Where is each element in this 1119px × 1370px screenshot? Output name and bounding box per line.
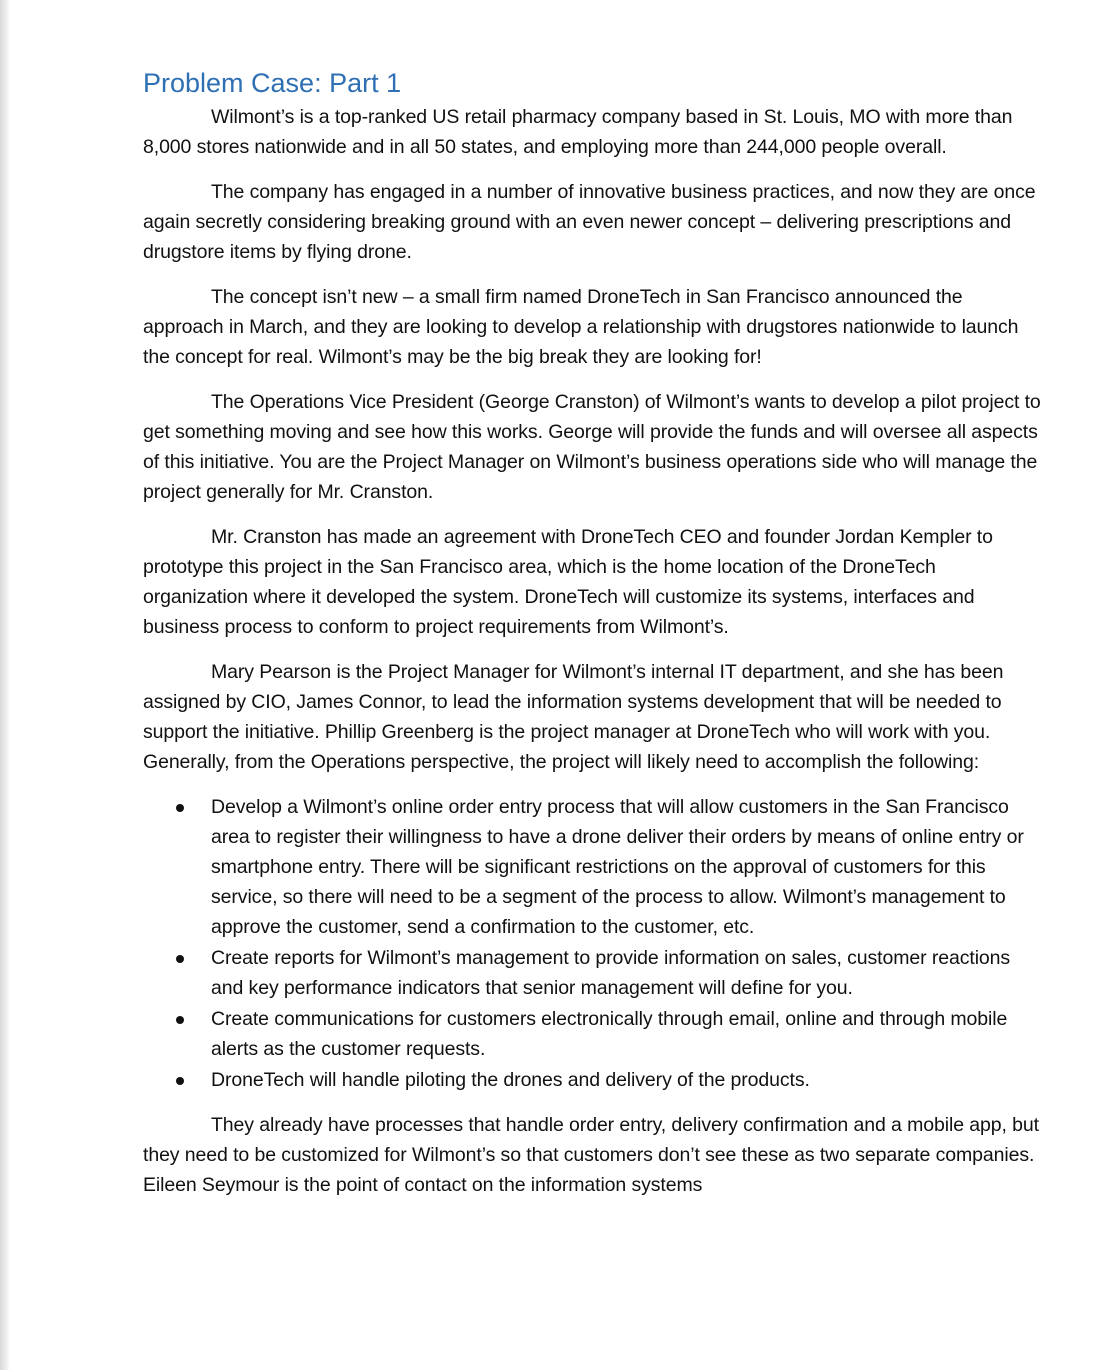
paragraph-operations-vp: The Operations Vice President (George Cranston) of Wilmont’s wants to develop a pilot project to get something moving and see how this works. George will provide the funds and will oversee all aspects of this initiative. You are the Project Manager on Wilmont’s business operations side who will manage the project generally for Mr. Cranston. xyxy=(143,391,1041,503)
paragraph-project-managers: Mary Pearson is the Project Manager for Wilmont’s internal IT department, and she has been assigned by CIO, James Connor, to lead the information systems development that will be needed to support the initiative. Phillip Greenberg is the project manager at DroneTech who will work with you. Generally, from the Operations perspective, the project will likely need to accomplish the following: xyxy=(143,661,1004,773)
bullet-icon xyxy=(176,955,184,963)
list-item-text: Create communications for customers electronically through email, online and through mobile alerts as the customer requests. xyxy=(211,1008,1008,1060)
list-item xyxy=(143,1065,1043,1095)
list-item-text: Create reports for Wilmont’s management to provide information on sales, customer reactions and key performance indicators that senior management will define for you. xyxy=(211,947,1011,999)
bullet-icon xyxy=(176,804,184,812)
paragraph-existing-processes: They already have processes that handle order entry, delivery confirmation and a mobile app, but they need to be customized for Wilmont’s so that customers don’t see these as two separate companies. Eileen Seymour is the point of contact on the information systems xyxy=(143,1114,1039,1196)
requirements-list xyxy=(143,792,1043,1095)
paragraph-innovation: The company has engaged in a number of innovative business practices, and now they are once again secretly considering breaking ground with an even newer concept – delivering prescriptions and drugstore items by flying drone. xyxy=(143,181,1036,263)
document-title: Problem Case: Part 1 xyxy=(143,68,402,98)
list-item xyxy=(143,1004,1043,1064)
bullet-icon xyxy=(176,1016,184,1024)
paragraph-agreement: Mr. Cranston has made an agreement with DroneTech CEO and founder Jordan Kempler to prototype this project in the San Francisco area, which is the home location of the DroneTech organization where it developed the system. DroneTech will customize its systems, interfaces and business process to conform to project requirements from Wilmont’s. xyxy=(143,526,993,638)
paragraph-company-intro: Wilmont’s is a top-ranked US retail pharmacy company based in St. Louis, MO with more than 8,000 stores nationwide and in all 50 states, and employing more than 244,000 people overall. xyxy=(143,106,1013,158)
bullet-icon xyxy=(176,1077,184,1085)
page-edge-shadow xyxy=(0,0,10,1370)
list-item-text: Develop a Wilmont’s online order entry process that will allow customers in the San Francisco area to register their willingness to have a drone deliver their orders by means of online entry or smartphone entry. There will be significant restrictions on the approval of customers for this service, so there will need to be a segment of the process to allow. Wilmont’s management to approve the customer, send a confirmation to the customer, etc. xyxy=(211,796,1024,938)
list-item-text: DroneTech will handle piloting the drones and delivery of the products. xyxy=(211,1069,810,1091)
document-page xyxy=(143,64,1043,1215)
paragraph-dronetech-concept: The concept isn’t new – a small firm named DroneTech in San Francisco announced the approach in March, and they are looking to develop a relationship with drugstores nationwide to launch the concept for real. Wilmont’s may be the big break they are looking for! xyxy=(143,286,1019,368)
list-item xyxy=(143,943,1043,1003)
list-item xyxy=(143,792,1043,942)
